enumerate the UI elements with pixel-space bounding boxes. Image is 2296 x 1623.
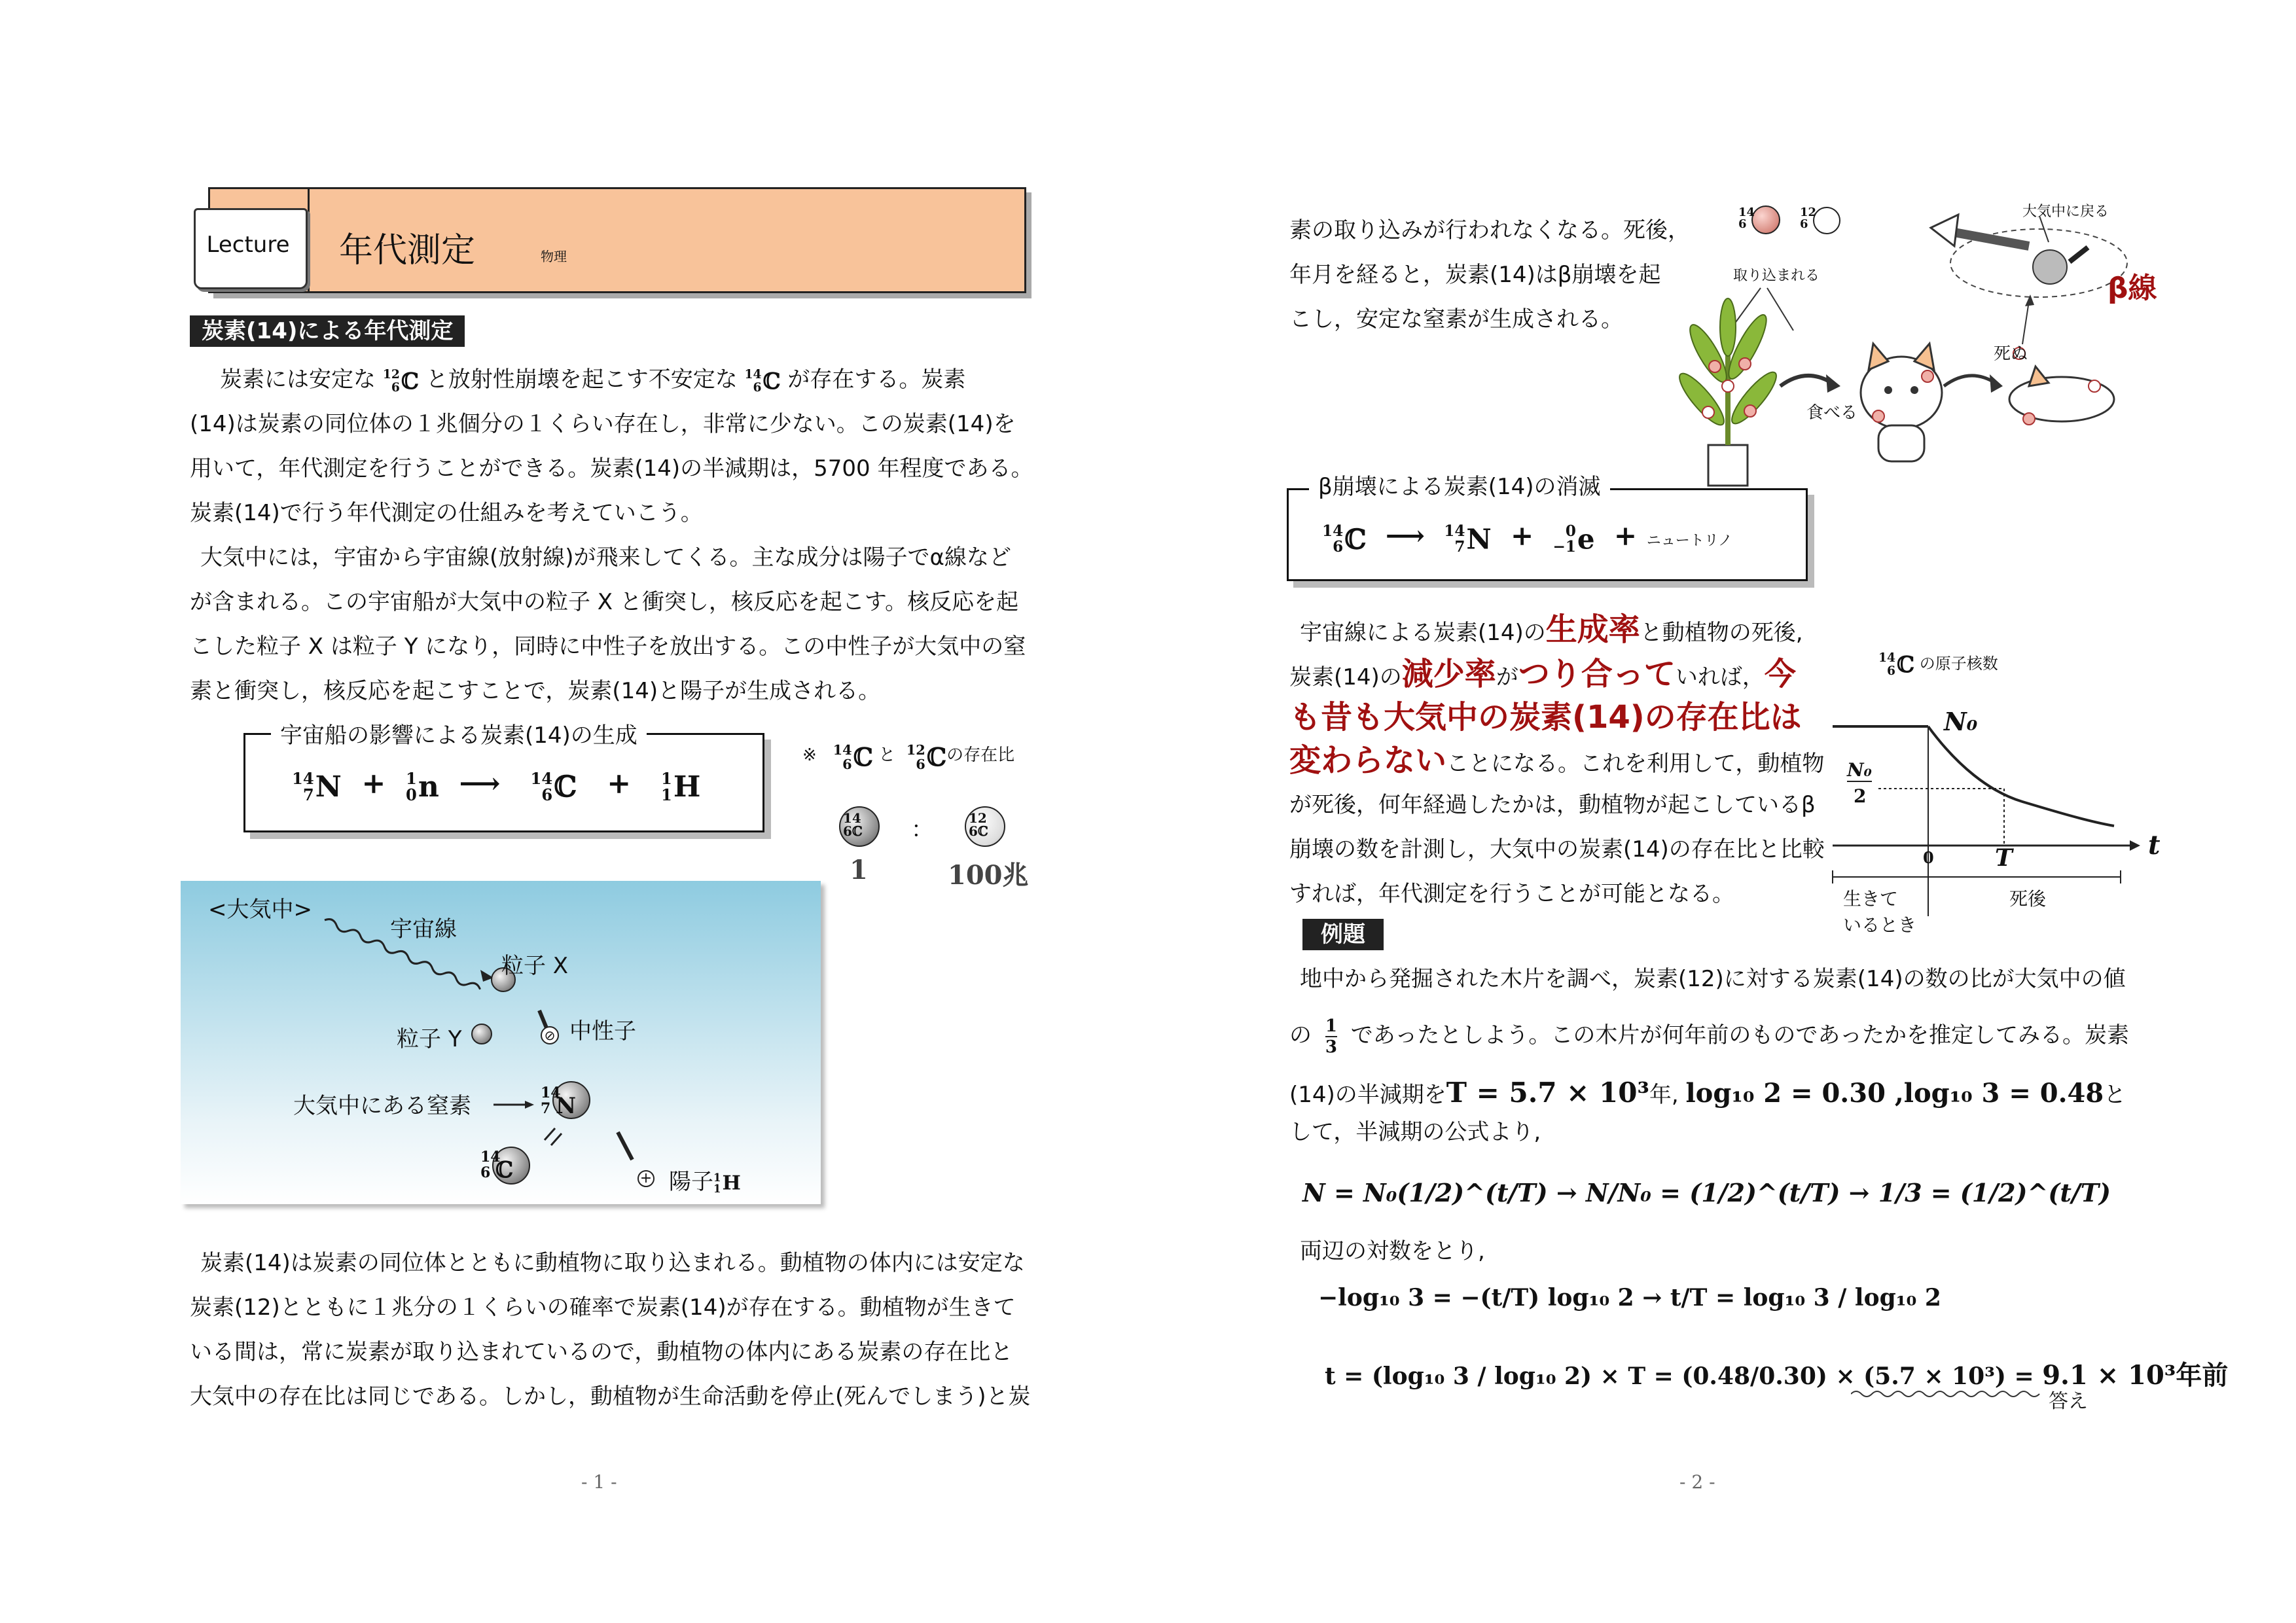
particle-x-label: 粒子 X [501, 953, 569, 979]
neutron-ball: ⊘ [541, 1026, 559, 1044]
hydrogen-symbol: 1 1 H [713, 1171, 741, 1196]
recoil-line [551, 1133, 562, 1145]
graph-origin-label: 0 [1923, 848, 1934, 867]
ratio-note [802, 740, 1014, 772]
paragraph-line: が死後，何年経過したかは，動植物が起こしているβ [1289, 792, 1816, 818]
paragraph-line [1289, 738, 1824, 786]
answer-value: 9.1 × 10³年前 [2042, 1360, 2229, 1391]
nitrogen14-symbol: 14 7 N [1444, 522, 1492, 556]
equation-result [1325, 1355, 2228, 1392]
carbon14-symbol: 14 6 ℂ [1322, 522, 1367, 556]
text-run: 宇宙線による炭素(14)の [1300, 620, 1546, 646]
equation-log: −log₁₀ 3 = −(t/T) log₁₀ 2 → t/T = log₁₀ 3 / log₁₀ 2 [1318, 1284, 1941, 1311]
emphasis-text: 減少率 [1401, 656, 1496, 692]
nitrogen14-ball-label: 14 7 N [541, 1084, 577, 1119]
emphasis-text: も昔も大気中の炭素(14)の存在比は [1289, 699, 1802, 736]
neutron-symbol: 1 0 n [406, 768, 439, 804]
carbon14-taken-label: 14 6 [1738, 205, 1755, 231]
taken-in-label: 取り込まれる [1733, 268, 1820, 284]
answer-label: 答え [2049, 1390, 2088, 1413]
carbon14-symbol: 14 6 ℂ [833, 741, 873, 772]
eat-arrowhead [1826, 374, 1840, 393]
carbon14-symbol: 14 6 ℂ [1878, 651, 1915, 678]
ratio-left-value: 1 [850, 855, 868, 885]
paragraph-line: いる間は，常に炭素が取り込まれているので，動植物の体内にある炭素の存在比と [190, 1339, 1013, 1365]
cat-body [1878, 425, 1924, 461]
paragraph-line: こし，安定な窒素が生成される。 [1289, 306, 1623, 332]
paragraph-line: すれば，年代測定を行うことが可能となる。 [1289, 881, 1734, 907]
paragraph-line: こした粒子 X は粒子 Y になり，同時に中性子を放出する。この中性子が大気中の窒 [190, 633, 1026, 660]
decay-arrow [2022, 301, 2029, 344]
text-run: ことになる。これを利用して，動植物 [1446, 751, 1825, 777]
carbon12-taken-ball [1813, 207, 1840, 234]
graph-alive-label: 生きて [1843, 888, 1899, 910]
nitrogen-label: 大気中にある窒素 [293, 1093, 471, 1119]
decay-curve [1928, 726, 2114, 826]
paragraph-line [1300, 607, 1803, 655]
text-run: と [878, 745, 896, 765]
carbon-dot [1922, 370, 1933, 382]
section-heading: 炭素(14)による年代測定 [190, 315, 465, 347]
carbon-dot [1709, 361, 1721, 372]
carbon-dot [1702, 406, 1714, 418]
paragraph-line: (14)は炭素の同位体の１兆個分の１くらい存在し，非常に少ない。この炭素(14)を [190, 411, 1016, 437]
paragraph-line [220, 357, 965, 404]
paragraph-line: 両辺の対数をとり, [1300, 1238, 1485, 1264]
ratio-colon: ： [911, 817, 933, 843]
taken-in-pointer [1767, 288, 1793, 330]
eat-arrow [1780, 376, 1833, 386]
graph-n0-label: N₀ [1944, 707, 1978, 736]
paragraph-line: 地中から発掘された木片を調べ，炭素(12)に対する炭素(14)の数の比が大気中の値 [1300, 966, 2126, 992]
answer-wavy-underline [1851, 1387, 2047, 1400]
paragraph-line: 崩壊の数を計測し，大気中の炭素(14)の存在比と比較 [1289, 836, 1825, 863]
reaction-equation: 14 7 N + 1 0 n ⟶ 14 6 ℂ + 1 1 H [292, 767, 701, 804]
text-run: (14)の半減期を [1289, 1082, 1446, 1108]
text-run: の原子核数 [1919, 654, 1998, 673]
carbon14-symbol: 14 6 ℂ [530, 768, 577, 804]
paragraph-line: 炭素(14)で行う年代測定の仕組みを考えていこう。 [190, 500, 703, 526]
reaction-box-label: 宇宙船の影響による炭素(14)の生成 [271, 722, 647, 749]
paragraph-line [1289, 695, 1802, 743]
paragraph-line: 年月を経ると，炭素(14)はβ崩壊を起 [1289, 262, 1661, 288]
carbon14-symbol: 14 6 ℂ [744, 366, 781, 395]
carbon12-ball-label: 12 6ℂ [969, 810, 988, 839]
paragraph-line [1289, 652, 1796, 700]
paragraph-line [1289, 1013, 2129, 1058]
carbon14-product-label: 14 6 ℂ [480, 1149, 514, 1183]
carbon14-ball-label: 14 6ℂ [843, 810, 863, 839]
equation-left: t = (log₁₀ 3 / log₁₀ 2) × T = (0.48/0.30) × (5.7 × 10³) = [1325, 1363, 2034, 1390]
proton-ball: + [637, 1170, 655, 1187]
half-life-value: T = 5.7 × 10³ [1446, 1077, 1649, 1109]
subject-label: 物理 [541, 249, 567, 264]
particle-y-label: 粒子 Y [397, 1026, 462, 1052]
carbon-dot [1739, 358, 1751, 370]
paragraph-line: が含まれる。この宇宙船が大気中の粒子 X と衝突し，核反応を起こす。核反応を起 [190, 589, 1019, 615]
text-run: であったとしよう。この木片が何年前のものであったかを推定してみる。炭素 [1350, 1022, 2130, 1048]
die-arrowhead [1990, 374, 2003, 393]
example-heading: 例題 [1302, 919, 1384, 950]
text-run: と [2104, 1082, 2126, 1108]
leaf [1720, 298, 1736, 356]
graph-alive-label: いるとき [1843, 914, 1917, 936]
nitrogen14-symbol: 14 7 N [292, 768, 342, 804]
beta-decay-equation: 14 6 ℂ ⟶ 14 7 N + 0 −1 e + ニュートリノ [1322, 520, 1732, 556]
page-number: - 2 - [1679, 1471, 1715, 1493]
title-banner-divider [308, 187, 310, 291]
page-number: - 1 - [581, 1471, 617, 1493]
fraction-one-third: $\frac{1}{3}$ [1325, 1016, 1337, 1057]
particle-y-ball [471, 1024, 492, 1044]
log-values: log₁₀ 2 = 0.30 ,log₁₀ 3 = 0.48 [1685, 1078, 2104, 1109]
paragraph-line: 大気中には，宇宙から宇宙線(放射線)が飛来してくる。主な成分は陽子でα線など [200, 544, 1011, 571]
emphasis-text: 今 [1764, 656, 1796, 692]
carbon12-taken-label: 12 6 [1800, 205, 1817, 231]
return-arrowhead [1931, 215, 1958, 246]
emphasis-text: 生成率 [1545, 611, 1640, 648]
graph-half-denominator: 2 [1854, 785, 1867, 807]
recoil-line [545, 1128, 555, 1140]
die-arrow [1944, 376, 1996, 386]
carbon14-taken-ball [1751, 205, 1780, 234]
beta-decay-box-label: β崩壊による炭素(14)の消滅 [1309, 474, 1610, 500]
text-run: と動植物の死後, [1640, 620, 1803, 646]
carbon-dot [2089, 380, 2100, 392]
graph-t-label: T [1995, 844, 2013, 872]
neutron-label: 中性子 [569, 1018, 636, 1044]
cat-eye [1910, 386, 1918, 394]
cat-eye [1884, 386, 1892, 394]
text-run: の存在比 [946, 745, 1015, 765]
cosmic-ray-label: 宇宙線 [390, 916, 457, 942]
text-run: 陽子 [669, 1169, 713, 1195]
electron-symbol: 0 −1 e [1552, 522, 1595, 556]
dead-cat-ear [2029, 366, 2049, 386]
ratio-right-value: 100兆 [948, 860, 1029, 891]
return-air-label: 大気中に戻る [2022, 204, 2109, 220]
paragraph-line: 用いて，年代測定を行うことができる。炭素(14)の半減期は，5700 年程度である。 [190, 455, 1033, 482]
text-run: いれば， [1675, 664, 1765, 690]
emphasis-text: つり合って [1518, 656, 1676, 692]
equation-half-life-formula: N = N₀(1/2)^(t/T) → N/N₀ = (1/2)^(t/T) → 1/3 = (1/2)^(t/T) [1302, 1178, 2111, 1207]
note-mark: ※ [802, 745, 817, 765]
x-axis-arrowhead [2130, 840, 2140, 851]
text-run: 炭素には安定な [220, 366, 376, 393]
die-label: 死ぬ [1994, 344, 2028, 364]
eat-label: 食べる [1806, 403, 1858, 423]
neutrino-label: ニュートリノ [1646, 533, 1732, 549]
text-run: と放射性崩壊を起こす不安定な [425, 366, 738, 393]
text-run: の [1289, 1022, 1312, 1048]
proton-label [669, 1164, 741, 1196]
lecture-label: Lecture [206, 232, 290, 258]
paragraph-line: 炭素(12)とともに１兆分の１くらいの確率で炭素(14)が存在する。動植物が生きて [190, 1294, 1016, 1321]
pot [1708, 445, 1748, 486]
carbon-dot [1722, 380, 1734, 392]
carbon12-symbol: 12 6 ℂ [906, 741, 947, 772]
carbon-dot [1873, 410, 1884, 422]
text-run: が存在する。炭素 [787, 366, 966, 393]
graph-y-label [1878, 651, 1998, 678]
carbon-dot [1744, 405, 1756, 417]
graph-time-axis-label: t [2148, 830, 2161, 861]
nitrogen-arrowhead [525, 1101, 534, 1109]
text-run: 年, [1649, 1082, 1679, 1108]
paragraph-line: 素の取り込みが行われなくなる。死後， [1289, 217, 1690, 243]
paragraph-line: 炭素(14)は炭素の同位体とともに動植物に取り込まれる。動植物の体内には安定な [200, 1250, 1025, 1276]
food-chain-illustration [1662, 190, 2173, 491]
page-title: 年代測定 [339, 231, 476, 270]
paragraph-line: 大気中の存在比は同じである。しかし，動植物が生命活動を停止(死んでしまう)と炭 [190, 1383, 1031, 1410]
text-run: が [1496, 664, 1518, 690]
beta-ray-label: β線 [2108, 272, 2157, 305]
title-banner [208, 187, 1026, 293]
graph-half-numerator: N₀ [1847, 759, 1872, 781]
paragraph-line: 素と衝突し，核反応を起こすことで，炭素(14)と陽子が生成される。 [190, 678, 881, 704]
emphasis-text: 変わらない [1289, 742, 1447, 779]
nitrogen-ball-small [2033, 250, 2067, 284]
carbon12-symbol: 12 6 ℂ [382, 366, 419, 395]
graph-dead-label: 死後 [2009, 888, 2047, 910]
proton-emission-line [618, 1132, 632, 1160]
text-run: 炭素(14)の [1289, 664, 1402, 690]
paragraph-line: して，半減期の公式より, [1289, 1119, 1541, 1145]
beta-ray [2070, 247, 2088, 262]
atmosphere-label: <大気中> [208, 897, 312, 923]
return-arrow [1950, 232, 2029, 246]
carbon-dot [2023, 413, 2035, 425]
hydrogen-symbol: 1 1 H [661, 768, 701, 804]
